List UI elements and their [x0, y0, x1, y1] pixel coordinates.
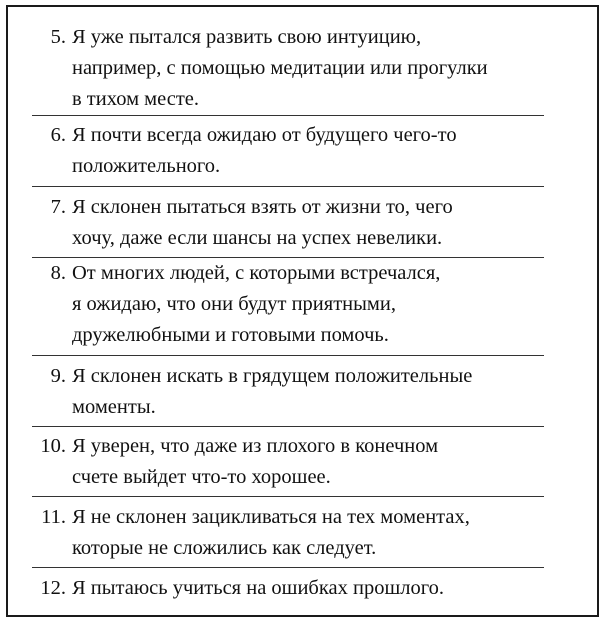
statement-item — [32, 120, 552, 182]
statement-text: Я уже пытался развить свою интуицию, — [72, 26, 422, 48]
divider — [32, 355, 544, 356]
statement-number: 5. — [50, 26, 66, 48]
statement-line — [32, 192, 552, 223]
statement-line — [32, 361, 552, 392]
statement-number: 11. — [41, 506, 66, 528]
statement-text: От многих людей, с которыми встречался, — [72, 262, 441, 284]
statement-text: Я почти всегда ожидаю от будущего чего-то — [72, 124, 457, 146]
divider — [32, 426, 544, 427]
statement-text: счете выйдет что-то хорошее. — [72, 466, 331, 488]
statement-line — [32, 258, 552, 289]
statement-text: моменты. — [72, 396, 156, 418]
statement-text: в тихом месте. — [72, 88, 200, 110]
statement-text: я ожидаю, что они будут приятными, — [72, 293, 396, 315]
statement-item — [32, 192, 552, 254]
statement-line — [32, 573, 552, 604]
statement-text: Я склонен пытаться взять от жизни то, чего — [72, 196, 453, 218]
statement-number: 12. — [40, 577, 66, 599]
statement-number: 9. — [50, 365, 66, 387]
divider — [32, 186, 544, 187]
statement-item — [32, 573, 552, 604]
statement-text: хочу, даже если шансы на успех невелики. — [72, 227, 443, 249]
statement-text: положительного. — [72, 155, 221, 177]
statement-line — [32, 22, 552, 53]
statement-item — [32, 361, 552, 423]
statement-line — [32, 431, 552, 462]
statement-number: 8. — [50, 262, 66, 284]
statement-number: 6. — [50, 124, 66, 146]
statement-item — [32, 258, 552, 351]
statement-number: 7. — [50, 196, 66, 218]
statement-text: Я пытаюсь учиться на ошибках прошлого. — [72, 577, 444, 599]
statement-item — [32, 431, 552, 493]
statement-text: Я не склонен зацикливаться на тех моментах, — [72, 506, 470, 528]
statement-line — [32, 502, 552, 533]
statement-number: 10. — [40, 435, 66, 457]
statement-text: которые не сложились как следует. — [72, 537, 377, 559]
statement-text: дружелюбными и готовыми помочь. — [72, 324, 389, 346]
divider — [32, 496, 544, 497]
statement-item — [32, 22, 552, 115]
divider — [32, 115, 544, 116]
divider — [32, 567, 544, 568]
statement-line — [32, 120, 552, 151]
statement-item — [32, 502, 552, 564]
statement-text: например, с помощью медитации или прогулки — [72, 57, 488, 79]
statement-text: Я уверен, что даже из плохого в конечном — [72, 435, 439, 457]
statement-text: Я склонен искать в грядущем положительные — [72, 365, 473, 387]
